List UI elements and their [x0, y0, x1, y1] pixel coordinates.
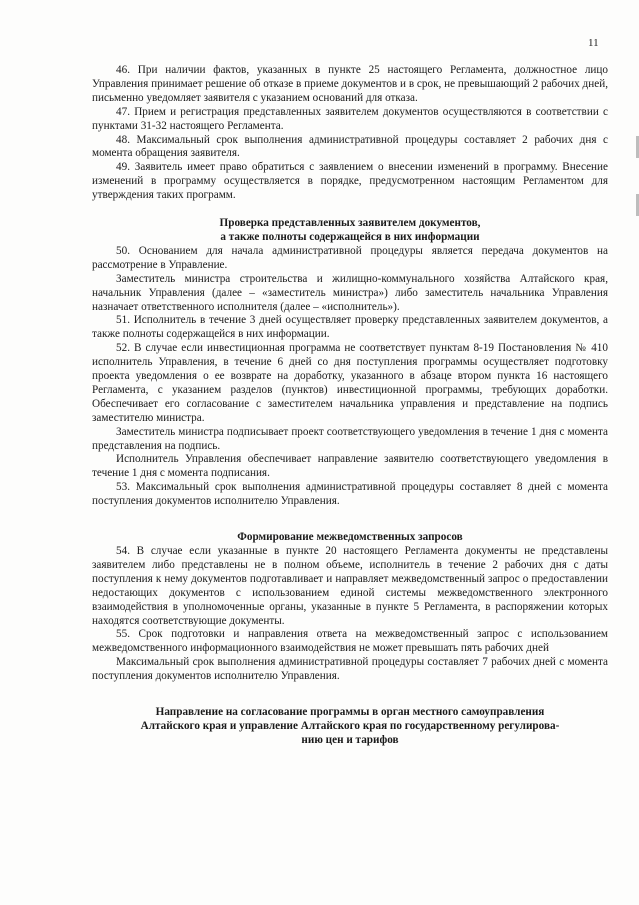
paragraph-51: 51. Исполнитель в течение 3 дней осуществляет проверку представленных заявителем документов, а также полноты содержащейся в них информации.: [92, 314, 608, 341]
spacer: [92, 684, 608, 706]
paragraph-49: 49. Заявитель имеет право обратиться с заявлением о внесении изменений в программу. Внесение изменений в программу осуществляется в порядке, предусмотренном настоящим Регламентом для утверждения таких программ.: [92, 161, 608, 202]
paragraph-notification: Исполнитель Управления обеспечивает направление заявителю соответствующего уведомления в течение 1 дня с момента подписания.: [92, 453, 608, 480]
paragraph-55: 55. Срок подготовки и направления ответа на межведомственный запрос с использованием межведомственного информационного взаимодействия не может превышать пять рабочих дней: [92, 628, 608, 655]
paragraph-48: 48. Максимальный срок выполнения административной процедуры составляет 2 рабочих дня с момента обращения заявителя.: [92, 133, 608, 160]
spacer: [92, 509, 608, 531]
section-heading-verification-line1: Проверка представленных заявителем документов,: [219, 217, 481, 230]
paragraph-52: 52. В случае если инвестиционная программа не соответствует пунктам 8-19 Постановления № 410 исполнитель Управления, в течение 6 дней со дня поступления программы осуществляет подготовку проекта уведомления о ее возврате на доработку, указанного в абзаце втором пункта 16 настоящего Регламента, с указанием разделов (пунктов) инвестиционной программы, требующих доработки. Обеспечивает его согласование с заместителем начальника управления и представление на подпись заместителю министра.: [92, 342, 608, 424]
paragraph-46: 46. При наличии фактов, указанных в пункте 25 настоящего Регламента, должностное лицо Управления принимает решение об отказе в приеме документов и в срок, не превышающий 2 рабочих дней, письменно уведомляет заявителя с указанием оснований для отказа.: [92, 64, 608, 104]
page-number: 11: [588, 37, 599, 49]
paragraph-deputy-minister: Заместитель министра строительства и жилищно-коммунального хозяйства Алтайского края, начальник Управления (далее – «заместитель министра») либо заместитель начальника Управления назначает ответственного исполнителя (далее – «исполнитель»).: [92, 272, 608, 313]
paragraph-47: 47. Прием и регистрация представленных заявителем документов осуществляются в соответствии с пунктами 31-32 настоящего Регламента.: [92, 105, 608, 132]
paragraph-53: 53. Максимальный срок выполнения административной процедуры составляет 8 дней с момента поступления документов исполнителю Управления.: [92, 481, 608, 508]
section-heading-approval-line2: Алтайского края и управление Алтайского края по государственному регулирова-: [140, 719, 560, 732]
section-heading-verification-line2: а также полноты содержащейся в них информации: [220, 230, 480, 243]
spacer: [92, 203, 608, 217]
section-heading-interagency-requests: Формирование межведомственных запросов: [237, 531, 463, 544]
section-heading-approval-line1: Направление на согласование программы в орган местного самоуправления: [155, 706, 545, 719]
paragraph-signing: Заместитель министра подписывает проект соответствующего уведомления в течение 1 дня с момента представления на подпись.: [92, 425, 608, 452]
paragraph-50: 50. Основанием для начала административной процедуры является передача документов на рассмотрение в Управление.: [92, 244, 608, 271]
document-body: [92, 64, 608, 748]
paragraph-max-term: Максимальный срок выполнения административной процедуры составляет 7 рабочих дней с момента поступления документов исполнителю Управления.: [92, 656, 608, 683]
section-heading-approval-line3: нию цен и тарифов: [301, 733, 399, 746]
paragraph-54: 54. В случае если указанные в пункте 20 настоящего Регламента документы не представлены заявителем либо представлены не в полном объеме, исполнитель в течение 2 рабочих дня с даты поступления к нему документов подготавливает и направляет межведомственный запрос о предоставлении недостающих документов с использованием единой системы межведомственного электронного взаимодействия в уполномоченные органы, указанные в пункте 5 Регламента, в распоряжении которых находятся соответствующие документы.: [92, 545, 608, 627]
